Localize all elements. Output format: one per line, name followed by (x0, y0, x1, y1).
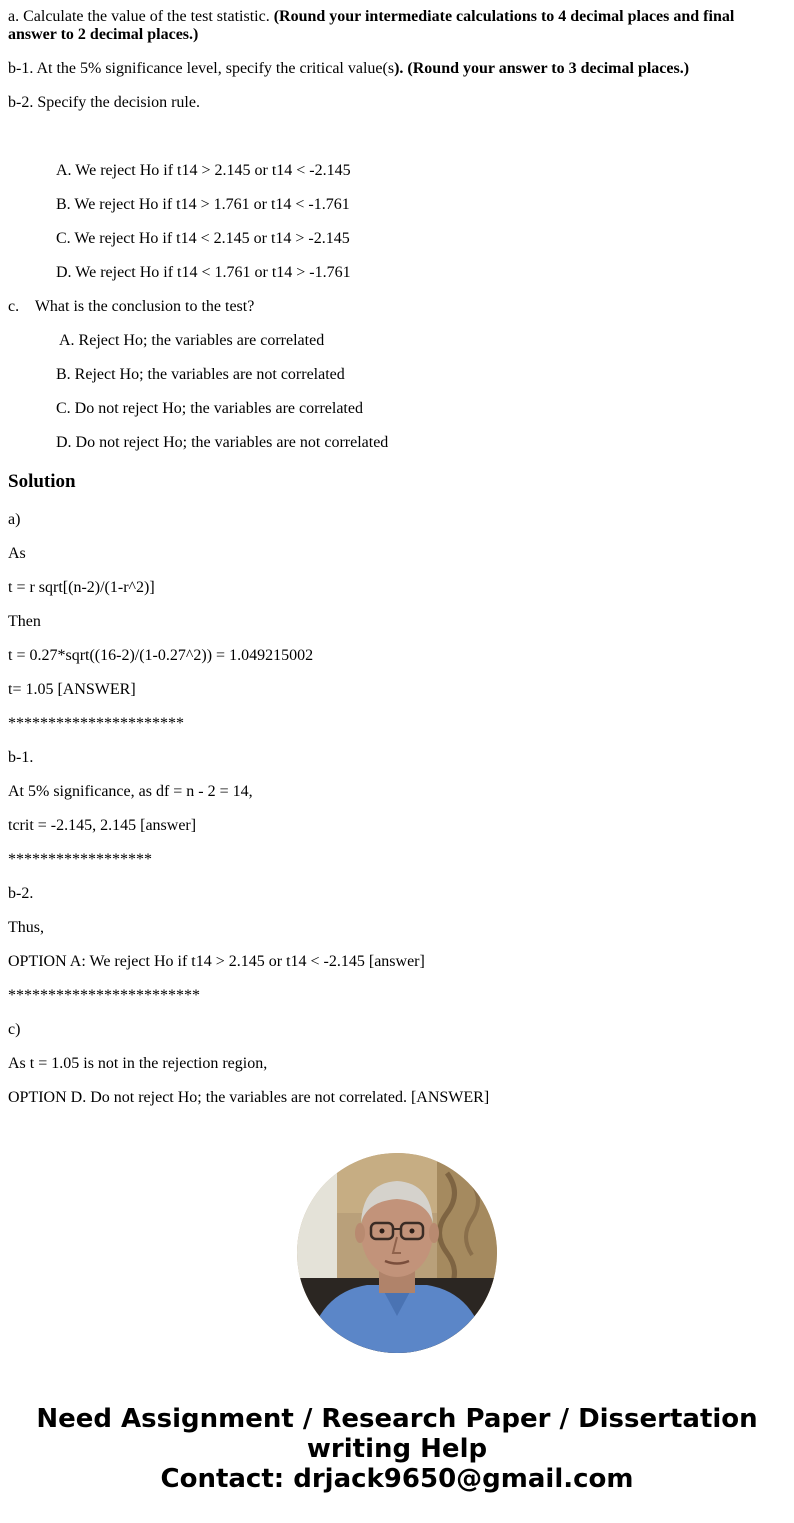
question-a-text: a. Calculate the value of the test statistic. (8, 8, 274, 25)
question-c: c. What is the conclusion to the test? (8, 298, 255, 315)
question-b1 (8, 60, 689, 78)
solution-answer: tcrit = -2.145, 2.145 [answer] (8, 817, 197, 834)
solution-line: At 5% significance, as df = n - 2 = 14, (8, 783, 253, 800)
solution-line: a) (8, 511, 21, 528)
solution-line: b-1. (8, 749, 34, 766)
question-b1-instructions: ). (Round your answer to 3 decimal places.) (394, 60, 690, 77)
b2-option-b: B. We reject Ho if t14 > 1.761 or t14 < -1.761 (56, 196, 350, 213)
c-option-a: A. Reject Ho; the variables are correlated (59, 332, 325, 349)
promo-line: Need Assignment / Research Paper / Dissertation (36, 1404, 758, 1434)
b2-option-c: C. We reject Ho if t14 < 2.145 or t14 > -2.145 (56, 230, 350, 247)
c-option-d: D. Do not reject Ho; the variables are not correlated (56, 434, 389, 451)
b2-option-a: A. We reject Ho if t14 > 2.145 or t14 < -2.145 (56, 162, 351, 179)
solution-answer: t= 1.05 [ANSWER] (8, 681, 136, 698)
solution-separator: ********************** (8, 715, 184, 732)
solution-line: As t = 1.05 is not in the rejection region, (8, 1055, 268, 1072)
question-a (8, 8, 768, 44)
solution-answer: OPTION D. Do not reject Ho; the variables are not correlated. [ANSWER] (8, 1089, 490, 1106)
solution-line: Then (8, 613, 41, 630)
question-b2: b-2. Specify the decision rule. (8, 94, 200, 111)
promo-banner (0, 1404, 794, 1494)
solution-line: c) (8, 1021, 21, 1038)
solution-heading: Solution (8, 471, 76, 492)
promo-contact: Contact: drjack9650@gmail.com (160, 1464, 634, 1494)
question-a-instructions: (Round your intermediate calculations to 4 decimal places and final answer to 2 decimal places.) (8, 8, 735, 43)
promo-line: writing Help (306, 1434, 488, 1464)
c-option-b: B. Reject Ho; the variables are not correlated (56, 366, 345, 383)
author-avatar (297, 1153, 497, 1353)
b2-option-d: D. We reject Ho if t14 < 1.761 or t14 > -1.761 (56, 264, 351, 281)
solution-calculation: t = 0.27*sqrt((16-2)/(1-0.27^2)) = 1.049215002 (8, 647, 314, 664)
c-option-c: C. Do not reject Ho; the variables are correlated (56, 400, 363, 417)
solution-line: b-2. (8, 885, 34, 902)
portrait-image (297, 1153, 497, 1353)
solution-separator: ************************ (8, 987, 200, 1004)
solution-answer: OPTION A: We reject Ho if t14 > 2.145 or t14 < -2.145 [answer] (8, 953, 425, 970)
solution-line: As (8, 545, 26, 562)
solution-separator: ****************** (8, 851, 152, 868)
solution-line: Thus, (8, 919, 44, 936)
question-b1-text: b-1. At the 5% significance level, specify the critical value(s (8, 60, 395, 77)
solution-formula: t = r sqrt[(n-2)/(1-r^2)] (8, 579, 155, 596)
